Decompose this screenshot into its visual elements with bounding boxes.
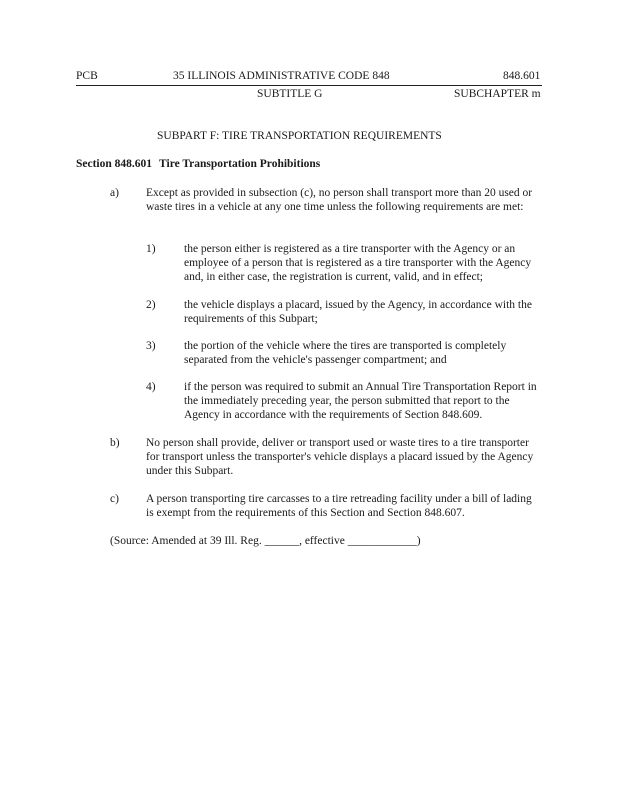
subsection-a-text: Except as provided in subsection (c), no person shall transport more than 20 used or waste tires in a vehicle at any one time unless the following requirements are met: bbox=[146, 187, 533, 213]
subsection-c-text: A person transporting tire carcasses to a tire retreading facility under a bill of lading is exempt from the requirements of this Section and Section 848.607. bbox=[146, 493, 532, 519]
item-1-label: 1) bbox=[146, 243, 156, 255]
item-2-text: the vehicle displays a placard, issued by the Agency, in accordance with the requirements of this Subpart; bbox=[184, 299, 532, 325]
item-2-label: 2) bbox=[146, 299, 156, 311]
header-section-number: 848.601 bbox=[503, 70, 541, 82]
subsection-b-text: No person shall provide, deliver or transport used or waste tires to a tire transporter for transport unless the transporter's vehicle displays a placard issued by the Agency under this Subpart. bbox=[146, 437, 534, 477]
subpart-title: SUBPART F: TIRE TRANSPORTATION REQUIREMENTS bbox=[157, 130, 442, 142]
header-rule bbox=[76, 85, 542, 86]
subsection-a-label: a) bbox=[110, 187, 119, 199]
item-1-text: the person either is registered as a tire transporter with the Agency or an employee of a person that is registered as a tire transporter with the Agency and, in either case, the registration is current, valid, and in effect; bbox=[184, 243, 532, 283]
header-board: PCB bbox=[76, 70, 98, 82]
item-4-label: 4) bbox=[146, 381, 156, 393]
header-subchapter: SUBCHAPTER m bbox=[454, 88, 541, 100]
subsection-c-label: c) bbox=[110, 493, 119, 505]
subsection-b-label: b) bbox=[110, 437, 120, 449]
item-3-text: the portion of the vehicle where the tires are transported is completely separated from the vehicle's passenger compartment; and bbox=[184, 340, 507, 366]
header-subtitle: SUBTITLE G bbox=[257, 88, 323, 100]
source-note: (Source: Amended at 39 Ill. Reg. ______, effective ____________) bbox=[110, 535, 421, 547]
section-title: Tire Transportation Prohibitions bbox=[159, 158, 321, 170]
header-code-title: 35 ILLINOIS ADMINISTRATIVE CODE 848 bbox=[173, 70, 390, 82]
section-number: Section 848.601 bbox=[76, 158, 153, 170]
section-heading bbox=[76, 158, 320, 170]
item-3-label: 3) bbox=[146, 340, 156, 352]
item-4-text: if the person was required to submit an Annual Tire Transportation Report in the immediately preceding year, the person submitted that report to the Agency in accordance with the requirements of Section 848.609. bbox=[184, 381, 537, 421]
